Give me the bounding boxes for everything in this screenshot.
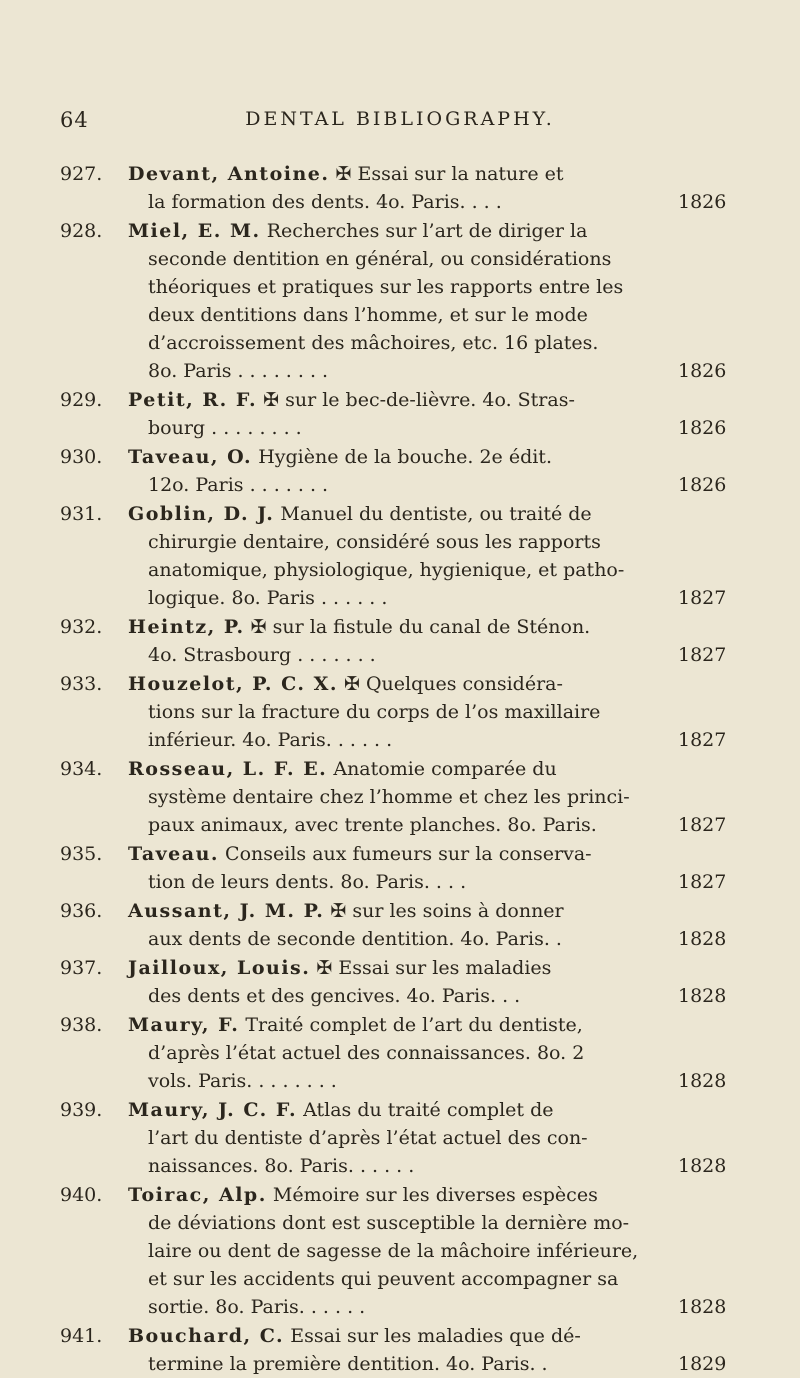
- bibliography-entry: [0, 840, 800, 896]
- entry-author: Jailloux, Louis.: [128, 957, 311, 979]
- entry-line: [128, 357, 658, 385]
- entry-line: [128, 698, 658, 726]
- entry-author: Devant, Antoine.: [128, 163, 330, 185]
- entry-number: 930.: [60, 446, 103, 468]
- entry-year: 1826: [678, 417, 727, 439]
- entry-text: [128, 954, 658, 1010]
- entry-author: Heintz, P.: [128, 616, 245, 638]
- entry-number: 939.: [60, 1099, 103, 1121]
- entry-author: Taveau.: [128, 843, 219, 865]
- entry-line: [128, 301, 658, 329]
- entry-line: [128, 160, 658, 188]
- bibliography-entry: [0, 897, 800, 953]
- entry-line: [128, 386, 658, 414]
- entry-line-text: anatomique, physiologique, hygienique, et patho-: [148, 559, 625, 581]
- entry-line: [128, 556, 658, 584]
- entry-line: [128, 1011, 658, 1039]
- entry-line: [128, 1293, 658, 1321]
- entry-author: Maury, F.: [128, 1014, 240, 1036]
- entry-line-text: Manuel du dentiste, ou traité de: [280, 503, 592, 525]
- entry-number: 928.: [60, 220, 103, 242]
- entry-line-text: bourg . . . . . . . .: [148, 417, 302, 439]
- entry-number: 931.: [60, 503, 103, 525]
- bibliography-entry: [0, 1181, 800, 1321]
- entry-line: [128, 783, 658, 811]
- entry-line: [128, 217, 658, 245]
- entry-line-text: aux dents de seconde dentition. 4o. Paris. .: [148, 928, 562, 950]
- entry-line: [128, 897, 658, 925]
- entry-year: 1828: [678, 1155, 727, 1177]
- entry-line: [128, 1265, 658, 1293]
- entry-line: [128, 273, 658, 301]
- entry-number: 933.: [60, 673, 103, 695]
- entry-line-text: Atlas du traité complet de: [303, 1099, 554, 1121]
- entry-line: [128, 1209, 658, 1237]
- entry-line-text: 12o. Paris . . . . . . .: [148, 474, 329, 496]
- entry-line: [128, 329, 658, 357]
- entry-line: [128, 811, 658, 839]
- entry-line: [128, 414, 658, 442]
- entry-line-text: Recherches sur l’art de diriger la: [266, 220, 588, 242]
- entry-line: [128, 528, 658, 556]
- bibliography-entry: [0, 954, 800, 1010]
- entry-author: Toirac, Alp.: [128, 1184, 267, 1206]
- entry-line: [128, 925, 658, 953]
- bibliography-entry: [0, 670, 800, 754]
- entry-number: 932.: [60, 616, 103, 638]
- entry-number: 934.: [60, 758, 103, 780]
- entry-line-text: chirurgie dentaire, considéré sous les rapports: [148, 531, 601, 553]
- entry-line-text: tion de leurs dents. 8o. Paris. . . .: [148, 871, 467, 893]
- entry-line: [128, 1067, 658, 1095]
- entry-line-text: ✠ sur les soins à donner: [330, 900, 564, 922]
- entry-year: 1829: [678, 1353, 727, 1375]
- entry-line-text: Hygiène de la bouche. 2e édit.: [258, 446, 552, 468]
- entry-line-text: l’art du dentiste d’après l’état actuel des con-: [148, 1127, 588, 1149]
- entry-line-text: vols. Paris. . . . . . . .: [148, 1070, 337, 1092]
- entry-line: [128, 840, 658, 868]
- entry-line: [128, 1124, 658, 1152]
- entry-line-text: Anatomie comparée du: [333, 758, 557, 780]
- entry-year: 1828: [678, 928, 727, 950]
- entry-line-text: tions sur la fracture du corps de l’os maxillaire: [148, 701, 601, 723]
- entry-line-text: d’après l’état actuel des connaissances. 8o. 2: [148, 1042, 585, 1064]
- entry-number: 937.: [60, 957, 103, 979]
- entry-line: [128, 641, 658, 669]
- entry-year: 1827: [678, 729, 727, 751]
- entry-line-text: Conseils aux fumeurs sur la conserva-: [225, 843, 592, 865]
- entry-author: Maury, J. C. F.: [128, 1099, 298, 1121]
- entry-line-text: de déviations dont est susceptible la dernière mo-: [148, 1212, 630, 1234]
- entry-text: [128, 1011, 658, 1095]
- entry-line: [128, 613, 658, 641]
- entry-text: [128, 217, 658, 385]
- page-header: [0, 108, 800, 138]
- entry-line-text: ✠ sur le bec-de-lièvre. 4o. Stras-: [263, 389, 575, 411]
- bibliography-entry: [0, 443, 800, 499]
- entry-line: [128, 1350, 658, 1378]
- entry-line: [128, 471, 658, 499]
- entry-line: [128, 245, 658, 273]
- entry-text: [128, 755, 658, 839]
- bibliography-entry: [0, 755, 800, 839]
- bibliography-entry: [0, 613, 800, 669]
- entry-text: [128, 443, 658, 499]
- entry-line: [128, 670, 658, 698]
- entry-number: 941.: [60, 1325, 103, 1347]
- entry-line: [128, 755, 658, 783]
- entry-line-text: ✠ Essai sur la nature et: [335, 163, 564, 185]
- entry-number: 935.: [60, 843, 103, 865]
- entry-number: 936.: [60, 900, 103, 922]
- entry-text: [128, 500, 658, 612]
- entry-text: [128, 386, 658, 442]
- entry-year: 1826: [678, 360, 727, 382]
- entry-line-text: deux dentitions dans l’homme, et sur le mode: [148, 304, 588, 326]
- entry-line-text: ✠ Essai sur les maladies: [316, 957, 552, 979]
- page-number: 64: [60, 108, 89, 132]
- entry-line-text: Traité complet de l’art du dentiste,: [245, 1014, 583, 1036]
- entry-line-text: Mémoire sur les diverses espèces: [272, 1184, 598, 1206]
- bibliography-entry: [0, 1322, 800, 1378]
- running-head: DENTAL BIBLIOGRAPHY.: [245, 108, 555, 130]
- entry-line-text: ✠ Quelques considéra-: [344, 673, 563, 695]
- entry-line-text: naissances. 8o. Paris. . . . . .: [148, 1155, 415, 1177]
- entry-line-text: système dentaire chez l’homme et chez les princi-: [148, 786, 630, 808]
- entry-author: Bouchard, C.: [128, 1325, 285, 1347]
- entry-year: 1828: [678, 1070, 727, 1092]
- entry-author: Taveau, O.: [128, 446, 253, 468]
- bibliography-entry: [0, 1011, 800, 1095]
- entry-text: [128, 1096, 658, 1180]
- entry-year: 1826: [678, 474, 727, 496]
- entry-line: [128, 1096, 658, 1124]
- entry-line-text: 8o. Paris . . . . . . . .: [148, 360, 329, 382]
- entry-line-text: ✠ sur la fistule du canal de Sténon.: [250, 616, 591, 638]
- entry-year: 1828: [678, 1296, 727, 1318]
- entry-line-text: seconde dentition en général, ou considérations: [148, 248, 612, 270]
- entry-author: Miel, E. M.: [128, 220, 261, 242]
- entry-line-text: sortie. 8o. Paris. . . . . .: [148, 1296, 366, 1318]
- entry-text: [128, 897, 658, 953]
- entry-line-text: termine la première dentition. 4o. Paris. .: [148, 1353, 548, 1375]
- entry-year: 1828: [678, 985, 727, 1007]
- entry-number: 927.: [60, 163, 103, 185]
- entry-text: [128, 1181, 658, 1321]
- entry-line-text: et sur les accidents qui peuvent accompagner sa: [148, 1268, 619, 1290]
- entry-year: 1827: [678, 587, 727, 609]
- entry-line-text: paux animaux, avec trente planches. 8o. Paris.: [148, 814, 597, 836]
- entry-text: [128, 160, 658, 216]
- entry-text: [128, 613, 658, 669]
- entry-line: [128, 1181, 658, 1209]
- entry-author: Petit, R. F.: [128, 389, 258, 411]
- entry-year: 1827: [678, 814, 727, 836]
- entry-line-text: 4o. Strasbourg . . . . . . .: [148, 644, 376, 666]
- bibliography-entry: [0, 217, 800, 385]
- entry-year: 1827: [678, 871, 727, 893]
- entry-line: [128, 982, 658, 1010]
- entry-line-text: laire ou dent de sagesse de la mâchoire inférieure,: [148, 1240, 639, 1262]
- entry-year: 1826: [678, 191, 727, 213]
- entry-number: 940.: [60, 1184, 103, 1206]
- entry-line: [128, 868, 658, 896]
- entry-line: [128, 500, 658, 528]
- entry-line-text: inférieur. 4o. Paris. . . . . .: [148, 729, 393, 751]
- entry-line: [128, 1152, 658, 1180]
- bibliography-entry: [0, 1096, 800, 1180]
- entry-line-text: logique. 8o. Paris . . . . . .: [148, 587, 388, 609]
- entry-line: [128, 726, 658, 754]
- entry-author: Goblin, D. J.: [128, 503, 275, 525]
- entry-author: Rosseau, L. F. E.: [128, 758, 328, 780]
- entry-text: [128, 670, 658, 754]
- entry-year: 1827: [678, 644, 727, 666]
- entry-line-text: théoriques et pratiques sur les rapports entre les: [148, 276, 624, 298]
- entry-line-text: la formation des dents. 4o. Paris. . . .: [148, 191, 502, 213]
- bibliography-entry: [0, 386, 800, 442]
- entry-author: Houzelot, P. C. X.: [128, 673, 338, 695]
- entry-line: [128, 584, 658, 612]
- entry-text: [128, 1322, 658, 1378]
- entry-line: [128, 443, 658, 471]
- bibliography-entry: [0, 160, 800, 216]
- entry-line: [128, 1237, 658, 1265]
- entry-line-text: des dents et des gencives. 4o. Paris. . .: [148, 985, 521, 1007]
- entry-line-text: d’accroissement des mâchoires, etc. 16 plates.: [148, 332, 599, 354]
- entry-line-text: Essai sur les maladies que dé-: [290, 1325, 581, 1347]
- entry-line: [128, 954, 658, 982]
- entry-line: [128, 1322, 658, 1350]
- entry-number: 929.: [60, 389, 103, 411]
- entry-number: 938.: [60, 1014, 103, 1036]
- entry-author: Aussant, J. M. P.: [128, 900, 325, 922]
- entry-line: [128, 188, 658, 216]
- entry-line: [128, 1039, 658, 1067]
- bibliography-entry: [0, 500, 800, 612]
- entry-text: [128, 840, 658, 896]
